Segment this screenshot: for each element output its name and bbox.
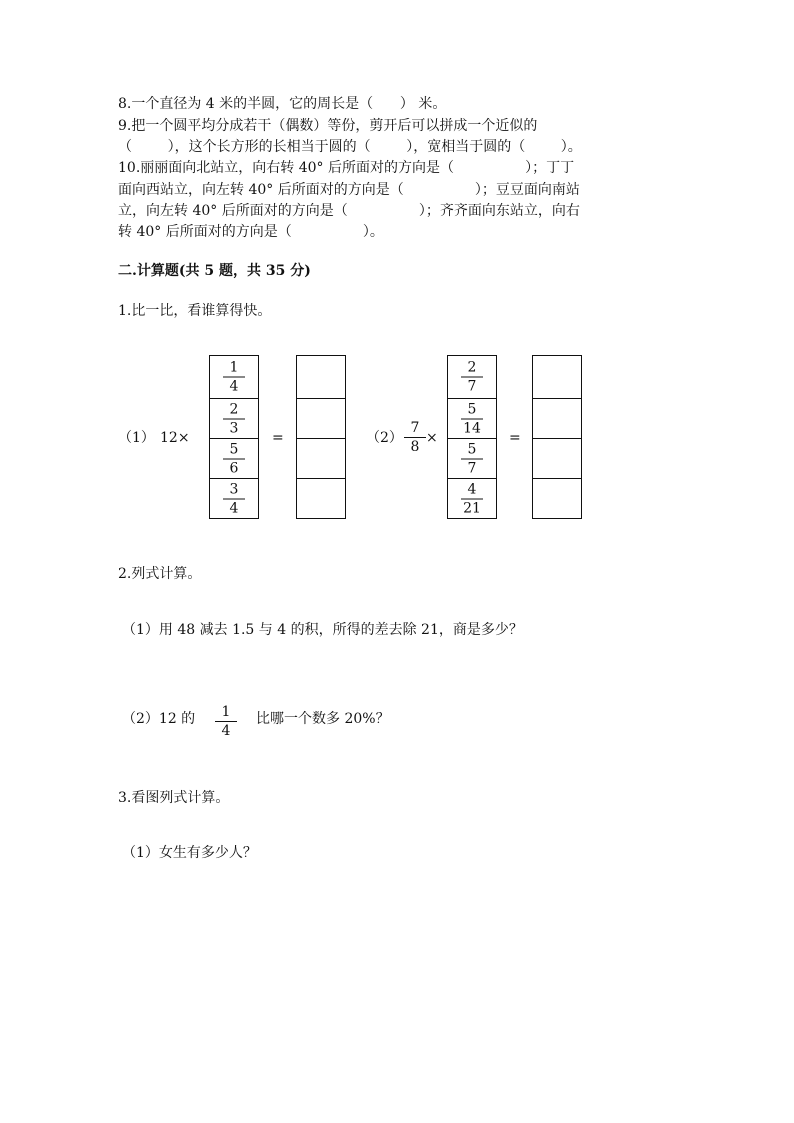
question-8: 8.一个直径为 4 米的半圆，它的周长是（ ） 米。 bbox=[118, 96, 447, 112]
problem-2-question-2-suffix: 比哪一个数多 20%？ bbox=[256, 711, 390, 727]
problem-3-prompt: 3.看图列式计算。 bbox=[118, 790, 230, 806]
fraction-cell bbox=[210, 399, 258, 439]
answer-box[interactable] bbox=[533, 479, 581, 518]
fraction-cell bbox=[448, 439, 496, 479]
fraction: 3 4 bbox=[219, 481, 249, 516]
question-10-line-2: 面向西站立，向左转 40° 后所面对的方向是（ ）；豆豆面向南站 bbox=[118, 182, 580, 198]
question-10-line-1: 10.丽丽面向北站立，向右转 40° 后所面对的方向是（ ）；丁丁 bbox=[118, 160, 575, 176]
fraction: 5 7 bbox=[457, 441, 487, 476]
fraction-cell bbox=[210, 479, 258, 518]
answer-box[interactable] bbox=[297, 439, 345, 479]
fraction-cell bbox=[210, 439, 258, 479]
section-title: 二.计算题(共 5 题，共 35 分) bbox=[118, 263, 311, 279]
fraction-cell bbox=[210, 356, 258, 399]
answer-box[interactable] bbox=[297, 356, 345, 399]
answer-column-1 bbox=[296, 355, 346, 519]
equals-sign-1: = bbox=[272, 430, 284, 446]
fraction-cell bbox=[448, 399, 496, 439]
answer-box[interactable] bbox=[533, 399, 581, 439]
multiplier-fraction: 7 8 bbox=[400, 420, 430, 455]
fraction: 2 7 bbox=[457, 360, 487, 395]
times-sign: × bbox=[426, 430, 438, 446]
problem-2-prompt: 2.列式计算。 bbox=[118, 566, 202, 582]
question-9-line-1: 9.把一个圆平均分成若干（偶数）等份，剪开后可以拼成一个近似的 bbox=[118, 118, 538, 134]
part-2-label: （2） bbox=[366, 430, 403, 446]
answer-box[interactable] bbox=[297, 479, 345, 518]
fraction: 5 14 bbox=[457, 401, 487, 436]
answer-box[interactable] bbox=[533, 439, 581, 479]
fraction-column-1 bbox=[209, 355, 259, 519]
problem-2-question-2-prefix: （2）12 的 bbox=[122, 711, 196, 727]
question-9-line-2: （ ），这个长方形的长相当于圆的（ ），宽相当于圆的（ ）。 bbox=[118, 139, 582, 155]
equals-sign-2: = bbox=[509, 430, 521, 446]
part-1-label: （1） bbox=[118, 430, 155, 446]
part-1-multiplier: 12× bbox=[160, 430, 190, 446]
fraction: 5 6 bbox=[219, 441, 249, 476]
answer-box[interactable] bbox=[297, 399, 345, 439]
question-10-line-3: 立，向左转 40° 后所面对的方向是（ ）；齐齐面向东站立，向右 bbox=[118, 203, 580, 219]
fraction: 2 3 bbox=[219, 401, 249, 436]
question-10-line-4: 转 40° 后所面对的方向是（ ）。 bbox=[118, 224, 384, 240]
problem-3-question-1: （1）女生有多少人？ bbox=[122, 845, 257, 861]
fraction: 4 21 bbox=[457, 481, 487, 516]
answer-column-2 bbox=[532, 355, 582, 519]
question-2-fraction: 1 4 bbox=[211, 704, 241, 739]
answer-box[interactable] bbox=[533, 356, 581, 399]
problem-1-prompt: 1.比一比，看谁算得快。 bbox=[118, 303, 272, 319]
problem-2-question-1: （1）用 48 减去 1.5 与 4 的积，所得的差去除 21，商是多少？ bbox=[122, 622, 523, 638]
fraction-cell bbox=[448, 479, 496, 518]
fraction: 1 4 bbox=[219, 360, 249, 395]
fraction-cell bbox=[448, 356, 496, 399]
fraction-column-2 bbox=[447, 355, 497, 519]
